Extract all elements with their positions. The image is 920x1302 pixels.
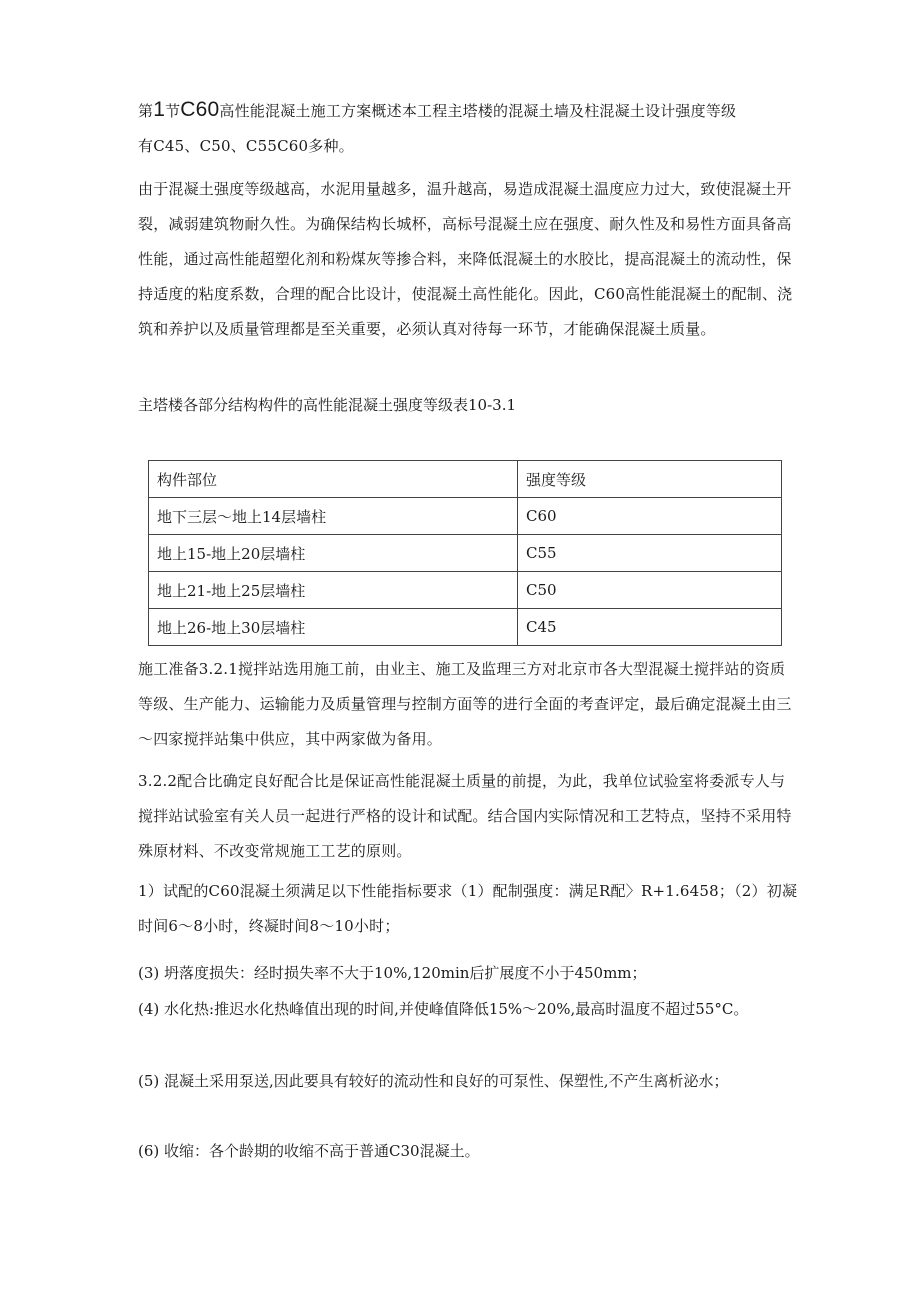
- cell-part: 地下三层～地上14层墙柱: [149, 498, 518, 535]
- cell-part: 地上15-地上20层墙柱: [149, 535, 518, 572]
- mix-design-paragraph: 3.2.2配合比确定良好配合比是保证高性能混凝土质量的前提，为此，我单位试验室将委派专人与搅拌站试验室有关人员一起进行严格的设计和试配。结合国内实际情况和工艺特点，坚持不采用特殊原材料、不改变常规施工工艺的原则。: [138, 772, 792, 860]
- table-row: [149, 498, 782, 535]
- header-cell-grade: 强度等级: [518, 461, 782, 498]
- section-mid: 节: [165, 102, 181, 120]
- cell-part: 地上26-地上30层墙柱: [149, 609, 518, 646]
- cell-grade: C55: [518, 535, 782, 572]
- header-cell-part: 构件部位: [149, 461, 518, 498]
- cell-grade: C50: [518, 572, 782, 609]
- table-header-row: [149, 461, 782, 498]
- requirement-slump: (3) 坍落度损失：经时损失率不大于10%,120min后扩展度不小于450mm；: [138, 964, 647, 982]
- requirement-shrinkage: (6) 收缩：各个龄期的收缩不高于普通C30混凝土。: [138, 1142, 480, 1160]
- section-heading: [138, 92, 798, 164]
- table-row: [149, 572, 782, 609]
- strength-grade-table: [148, 460, 782, 646]
- section-grade-list: 有C45、C50、C55C60多种。: [138, 137, 354, 155]
- cell-part: 地上21-地上25层墙柱: [149, 572, 518, 609]
- section-grade: C60: [180, 98, 220, 121]
- table-row: [149, 535, 782, 572]
- section-prefix: 第: [138, 102, 154, 120]
- performance-requirements-paragraph: 1）试配的C60混凝土须满足以下性能指标要求（1）配制强度：满足R配〉R+1.6458；（2）初凝时间6～8小时，终凝时间8～10小时；: [138, 882, 798, 935]
- cell-grade: C45: [518, 609, 782, 646]
- intro-paragraph: 由于混凝土强度等级越高，水泥用量越多，温升越高，易造成混凝土温度应力过大，致使混凝土开裂，减弱建筑物耐久性。为确保结构长城杯，高标号混凝土应在强度、耐久性及和易性方面具备高性能，通过高性能超塑化剂和粉煤灰等掺合料，来降低混凝土的水胶比，提高混凝土的流动性，保持适度的粘度系数，合理的配合比设计，使混凝土高性能化。因此，C60高性能混凝土的配制、浇筑和养护以及质量管理都是至关重要，必须认真对待每一环节，才能确保混凝土质量。: [138, 180, 793, 338]
- section-number: 1: [153, 98, 166, 121]
- requirement-hydration-heat: (4) 水化热:推迟水化热峰值出现的时间,并使峰值降低15%～20%,最高时温度不超过55°C。: [138, 1000, 749, 1018]
- table-caption: 主塔楼各部分结构构件的高性能混凝土强度等级表10-3.1: [138, 396, 517, 414]
- requirement-pumping: (5) 混凝土采用泵送,因此要具有较好的流动性和良好的可泵性、保塑性,不产生离析泌水；: [138, 1072, 729, 1090]
- section-title-rest: 高性能混凝土施工方案概述本工程主塔楼的混凝土墙及柱混凝土设计强度等级: [219, 102, 737, 120]
- table-row: [149, 609, 782, 646]
- cell-grade: C60: [518, 498, 782, 535]
- mixing-station-paragraph: 施工准备3.2.1搅拌站选用施工前，由业主、施工及监理三方对北京市各大型混凝土搅拌站的资质等级、生产能力、运输能力及质量管理与控制方面等的进行全面的考查评定，最后确定混凝土由三～四家搅拌站集中供应，其中两家做为备用。: [138, 660, 792, 748]
